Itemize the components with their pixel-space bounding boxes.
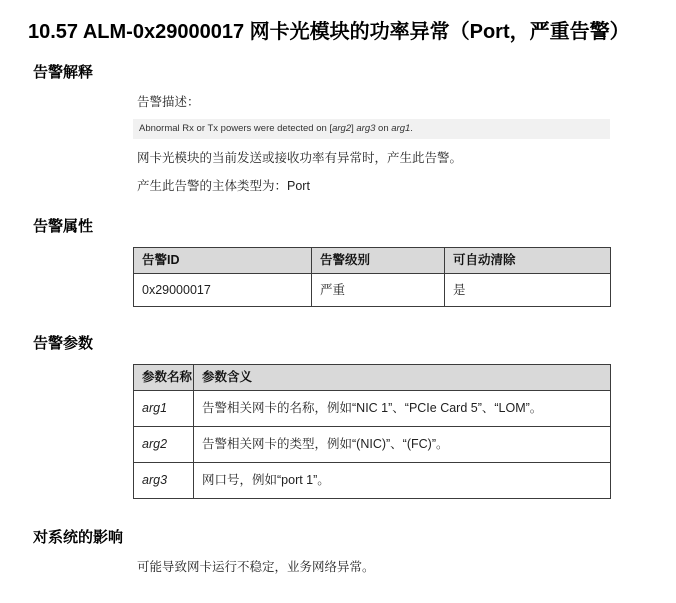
header-cell-auto-clear: 可自动清除 [445, 248, 611, 274]
header-cell-param-name: 参数名称 [134, 365, 194, 391]
header-cell-param-meaning: 参数含义 [194, 365, 611, 391]
desc-segment: Abnormal Rx or Tx powers were detected on [ [139, 123, 333, 134]
cell-param-meaning-arg2: 告警相关网卡的类型，例如“(NIC)”、“(FC)”。 [194, 427, 611, 463]
table-header-row [134, 248, 611, 274]
desc-arg3: arg3 [356, 123, 376, 134]
page-title: 10.57 ALM-0x29000017 网卡光模块的功率异常（Port，严重告警） [28, 21, 630, 43]
cell-param-name-arg1: arg1 [134, 391, 194, 427]
desc-arg1: arg1 [391, 123, 411, 134]
section-heading-alarm-explanation: 告警解释 [33, 64, 94, 81]
table-row [134, 463, 611, 499]
alarm-cause-paragraph: 网卡光模块的当前发送或接收功率有异常时，产生此告警。 [137, 151, 463, 165]
cell-param-meaning-arg3: 网口号，例如“port 1”。 [194, 463, 611, 499]
section-heading-alarm-parameters: 告警参数 [33, 335, 94, 352]
system-impact-content [137, 559, 610, 575]
alarm-attributes-table [133, 247, 611, 307]
desc-segment: on [375, 123, 392, 134]
alarm-entity-paragraph: 产生此告警的主体类型为：Port [137, 179, 310, 193]
cell-param-meaning-arg1: 告警相关网卡的名称，例如“NIC 1”、“PCIe Card 5”、“LOM”。 [194, 391, 611, 427]
cell-auto-clear: 是 [445, 274, 611, 307]
section-heading-system-impact: 对系统的影响 [33, 529, 124, 546]
table-row [134, 274, 611, 307]
alarm-parameters-table [133, 364, 611, 499]
cell-alarm-id: 0x29000017 [134, 274, 312, 307]
cell-param-name-arg2: arg2 [134, 427, 194, 463]
alarm-attributes-content [137, 247, 610, 307]
alarm-parameters-content [137, 364, 610, 499]
header-cell-alarm-level: 告警级别 [312, 248, 445, 274]
desc-segment: ] [351, 123, 357, 134]
table-header-row [134, 365, 611, 391]
desc-segment: . [410, 123, 413, 134]
cell-param-name-arg3: arg3 [134, 463, 194, 499]
header-cell-alarm-id: 告警ID [134, 248, 312, 274]
system-impact-paragraph: 可能导致网卡运行不稳定，业务网络异常。 [137, 560, 375, 574]
section-heading-alarm-attributes: 告警属性 [33, 218, 94, 235]
alarm-description-box [133, 119, 610, 139]
table-row [134, 427, 611, 463]
desc-arg2: arg2 [332, 123, 352, 134]
cell-alarm-level: 严重 [312, 274, 445, 307]
alarm-explanation-content [137, 94, 610, 194]
table-row [134, 391, 611, 427]
alarm-description-label: 告警描述： [137, 95, 200, 109]
